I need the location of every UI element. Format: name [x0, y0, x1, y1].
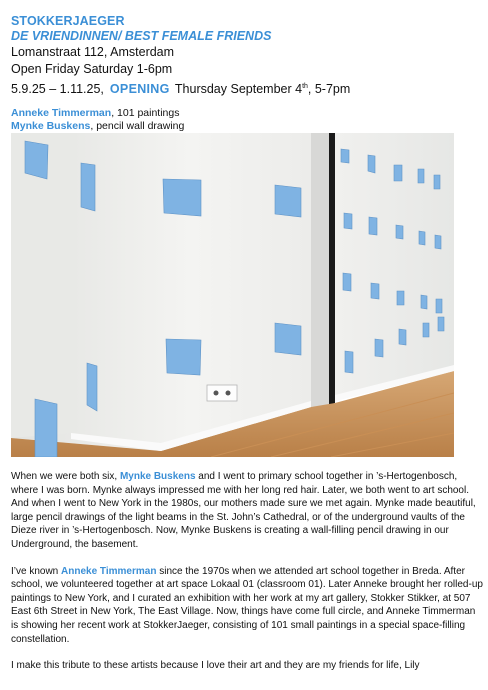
- opening-time: , 5-7pm: [307, 82, 351, 97]
- paragraph-anneke: I’ve known Anneke Timmerman since the 1970s when we attended art school together in Breda. After school, we volunteered together at art space Lokaal 01 (classroom 01). Later Anneke brought her rolled-up paintings to New York, and I curated an exhibition with her work at my art gallery, Stokker Stikker, at 507 East 6th Street in New York, The East Village. Now, things have come full circle, and Anneke Timmerman is showing her recent work at StokkerJaeger, consisting of 101 small paintings in a special space-filling constellation.: [11, 565, 483, 645]
- artist-line: [11, 120, 184, 133]
- paragraph-mynke: When we were both six, Mynke Buskens and I went to primary school together in ’s-Hertogenbosch, where I was born. Mynke always impressed me with her long red hair. Later, we both went to art school. And when I went to New York in the 1980s, our mothers made sure we met again. Mynke made beautiful, large pencil drawings of the light beams in the St. John’s Cathedral, or of the underground vaults of the Dieze river in ’s-Hertogenbosch. Now, Mynke Buskens is creating a wall-filling pencil drawing in our Underground, the basement.: [11, 471, 476, 550]
- body-text: [11, 470, 483, 686]
- gallery-address: Lomanstraat 112, Amsterdam: [11, 45, 175, 59]
- announcement-header: [11, 14, 481, 98]
- artist-name-inline: Mynke Buskens: [119, 471, 196, 482]
- opening-date-suffix: th: [302, 83, 308, 90]
- artist-work: , pencil wall drawing: [90, 120, 185, 132]
- opening-date: Thursday September 4: [174, 82, 303, 97]
- artist-name: Mynke Buskens: [11, 120, 91, 132]
- exhibition-photo: [11, 133, 454, 457]
- exhibition-dates: 5.9.25 – 1.11.25,: [11, 82, 104, 97]
- artist-line: [11, 107, 184, 120]
- exhibition-dates-line: [11, 78, 481, 98]
- gallery-installation-image: [11, 133, 454, 457]
- artist-list: [11, 107, 184, 133]
- opening-label: OPENING: [109, 82, 170, 97]
- artist-name: Anneke Timmerman: [11, 107, 112, 119]
- exhibition-title: DE VRIENDINNEN/ BEST FEMALE FRIENDS: [11, 29, 272, 43]
- paragraph-closing: I make this tribute to these artists because I love their art and they are my friends for life, Lily: [11, 660, 420, 672]
- opening-hours: Open Friday Saturday 1-6pm: [11, 62, 173, 76]
- artist-work: , 101 paintings: [111, 107, 180, 119]
- gallery-name: STOKKERJAEGER: [11, 14, 125, 28]
- artist-name-inline: Anneke Timmerman: [61, 565, 157, 577]
